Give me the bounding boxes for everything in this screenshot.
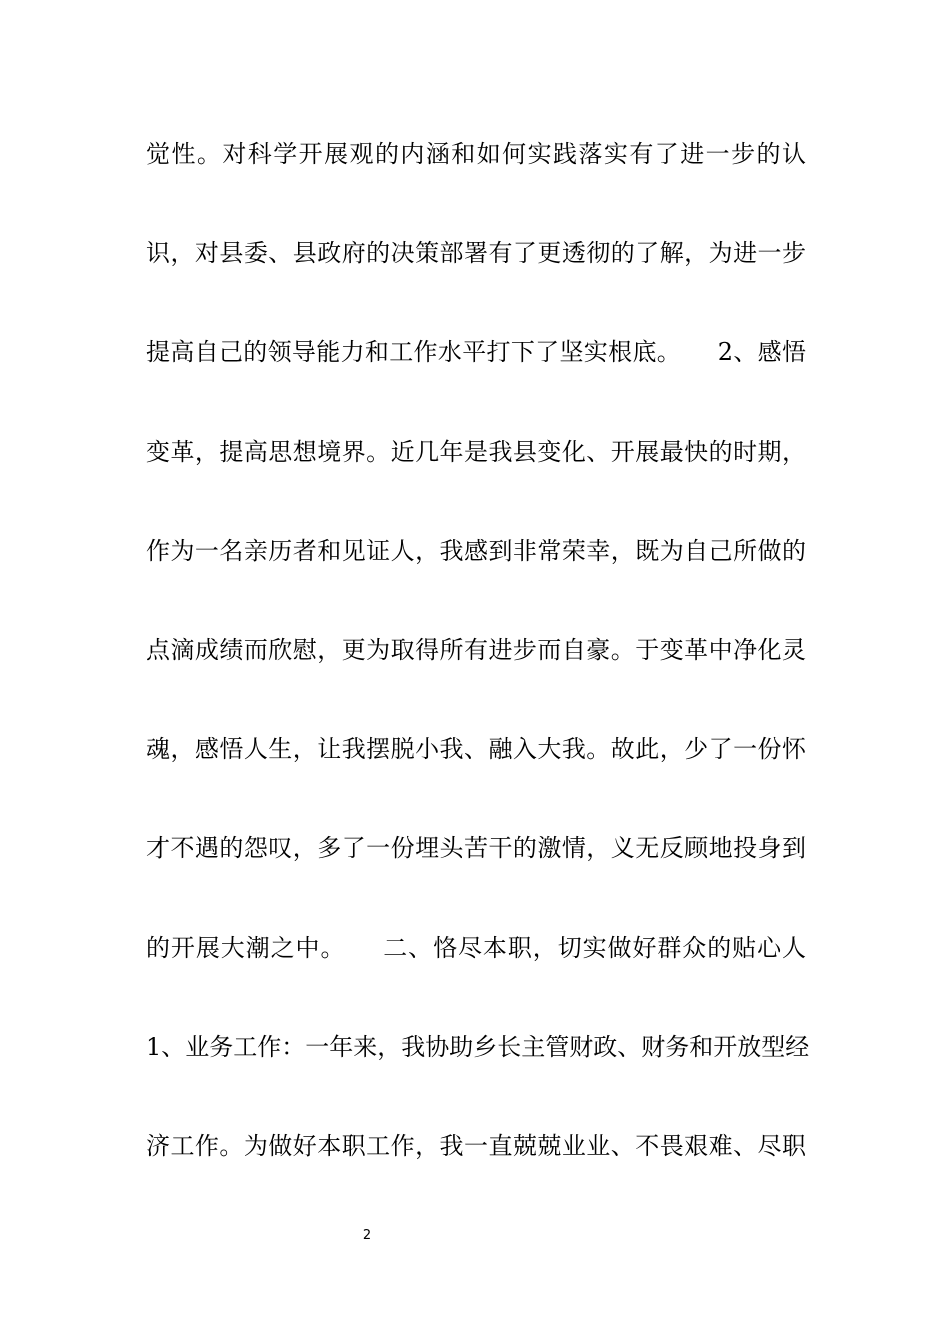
text-line: 觉性。对科学开展观的内涵和如何实践落实有了进一步的认 <box>146 140 806 168</box>
text-line: 点滴成绩而欣慰，更为取得所有进步而自豪。于变革中净化灵 <box>146 635 806 664</box>
text-line: 魂，感悟人生，让我摆脱小我、融入大我。故此，少了一份怀 <box>146 735 806 764</box>
text-line: 济工作。为做好本职工作，我一直兢兢业业、不畏艰难、尽职 <box>146 1131 806 1160</box>
page-number: 2 <box>362 1228 372 1243</box>
text-line: 才不遇的怨叹，多了一份埋头苦干的激情，义无反顾地投身到 <box>146 834 806 863</box>
body-text <box>146 130 810 1221</box>
text-line: 作为一名亲历者和见证人，我感到非常荣幸，既为自己所做的 <box>146 536 806 565</box>
text-line: 1、业务工作：一年来，我协助乡长主管财政、财务和开放型经 <box>146 1032 810 1061</box>
text-line: 的开展大潮之中。 二、恪尽本职，切实做好群众的贴心人 <box>146 933 806 962</box>
text-line: 变革，提高思想境界。近几年是我县变化、开展最快的时期， <box>146 437 806 466</box>
text-line: 识，对县委、县政府的决策部署有了更透彻的了解，为进一步 <box>146 239 806 268</box>
text-line: 提高自己的领导能力和工作水平打下了坚实根底。 2、感悟 <box>146 338 806 367</box>
